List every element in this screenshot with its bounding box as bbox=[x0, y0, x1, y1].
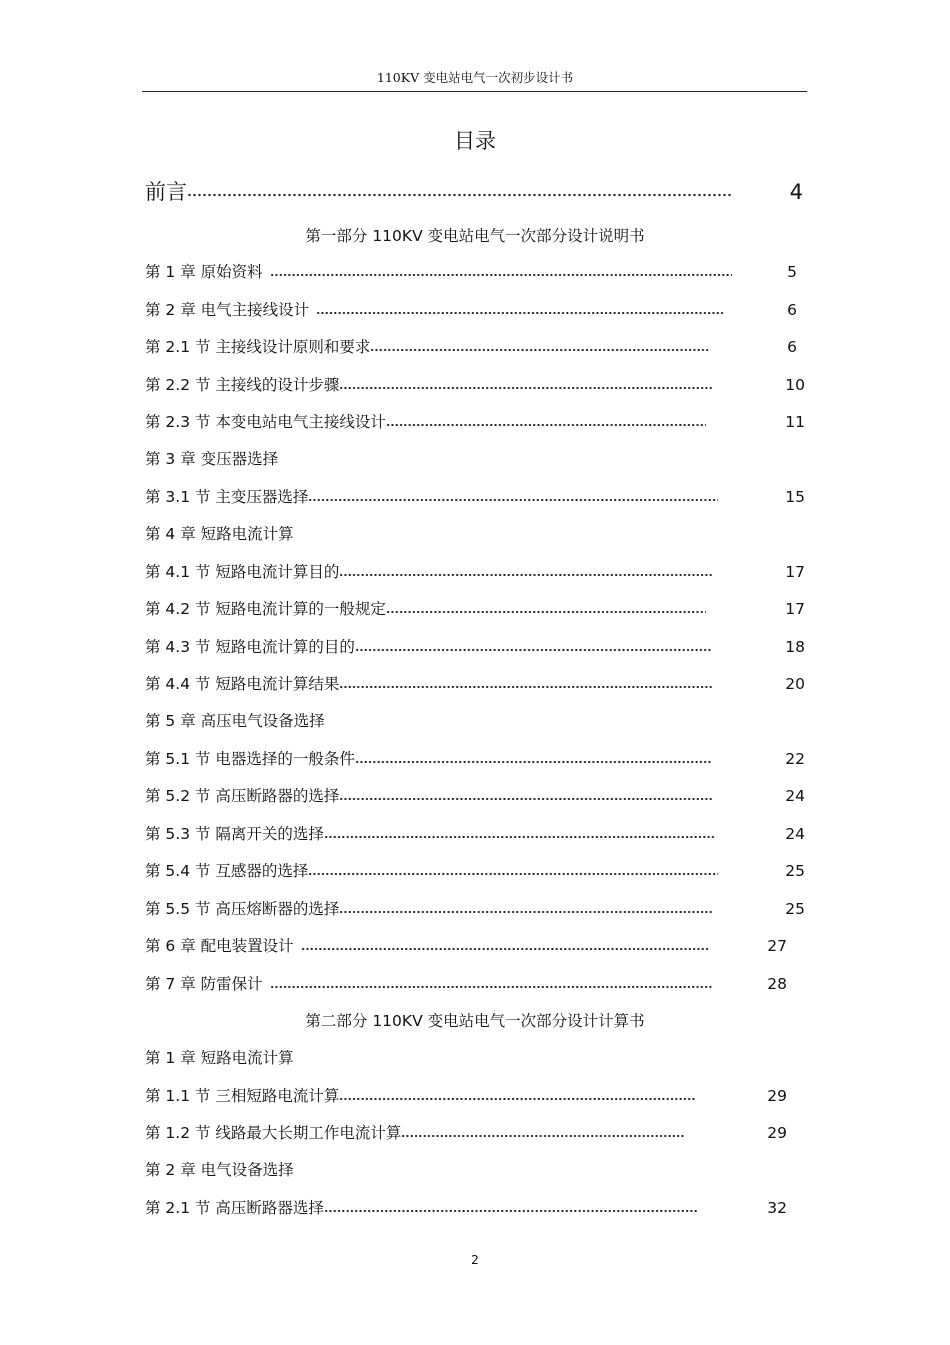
dot-leader bbox=[339, 896, 713, 922]
toc-entry-page: 25 bbox=[785, 900, 805, 918]
dot-leader bbox=[355, 634, 711, 660]
toc-entry-page: 17 bbox=[785, 563, 805, 581]
toc-entry-page: 28 bbox=[767, 975, 787, 993]
toc-entry-title: 第 2.2 节 主接线的设计步骤 bbox=[145, 376, 340, 394]
dot-leader bbox=[324, 1195, 698, 1221]
toc-entry-page: 6 bbox=[787, 338, 797, 356]
toc-entry-page: 24 bbox=[785, 787, 805, 805]
toc-entry-page: 24 bbox=[785, 825, 805, 843]
header-rule bbox=[142, 91, 807, 92]
toc-entry bbox=[0, 1120, 950, 1146]
toc-entry-title: 第 3 章 变压器选择 bbox=[145, 450, 279, 468]
toc-entry bbox=[0, 259, 950, 285]
toc-entry-title: 第 5 章 高压电气设备选择 bbox=[145, 712, 325, 730]
toc-entry bbox=[0, 1157, 950, 1183]
toc-entry bbox=[0, 596, 950, 622]
toc-entry-title: 第 3.1 节 主变压器选择 bbox=[145, 488, 309, 506]
dot-leader bbox=[339, 372, 713, 398]
dot-leader bbox=[339, 1083, 695, 1109]
toc-entry-page: 25 bbox=[785, 862, 805, 880]
running-header: 110KV 变电站电气一次初步设计书 bbox=[376, 70, 574, 85]
dot-leader bbox=[355, 746, 711, 772]
toc-entry-page: 10 bbox=[785, 376, 805, 394]
toc-entry bbox=[0, 1083, 950, 1109]
toc-entry-title: 第 1.1 节 三相短路电流计算 bbox=[145, 1087, 340, 1105]
toc-entry bbox=[0, 708, 950, 734]
toc-entry-title: 第 7 章 防雷保计 bbox=[145, 975, 263, 993]
toc-entry bbox=[0, 783, 950, 809]
toc-entry bbox=[0, 372, 950, 398]
toc-entry-title: 第 1 章 短路电流计算 bbox=[145, 1049, 294, 1067]
dot-leader bbox=[386, 596, 706, 622]
toc-entry-title: 第 5.5 节 高压熔断器的选择 bbox=[145, 900, 340, 918]
toc-entry bbox=[0, 971, 950, 997]
toc-entry-page: 15 bbox=[785, 488, 805, 506]
toc-entry-title: 前言 bbox=[145, 180, 187, 204]
dot-leader bbox=[339, 783, 713, 809]
part-heading: 第一部分 110KV 变电站电气一次部分设计说明书 bbox=[305, 227, 645, 245]
toc-entry bbox=[0, 446, 950, 472]
toc-entry-title: 第 2 章 电气主接线设计 bbox=[145, 301, 310, 319]
toc-entry-page: 27 bbox=[767, 937, 787, 955]
dot-leader bbox=[339, 559, 713, 585]
toc-entry bbox=[0, 1045, 950, 1071]
dot-leader bbox=[386, 409, 706, 435]
toc-entry bbox=[0, 858, 950, 884]
toc-entry bbox=[0, 746, 950, 772]
toc-entry-title: 第 1 章 原始资料 bbox=[145, 263, 263, 281]
dot-leader bbox=[308, 484, 718, 510]
dot-leader bbox=[401, 1120, 685, 1146]
dot-leader bbox=[187, 176, 733, 208]
toc-entry-page: 22 bbox=[785, 750, 805, 768]
toc-entry-title: 第 1.2 节 线路最大长期工作电流计算 bbox=[145, 1124, 402, 1142]
toc-entry bbox=[0, 297, 950, 323]
toc-entry-title: 第 5.2 节 高压断路器的选择 bbox=[145, 787, 340, 805]
toc-entry-title: 第 5.3 节 隔离开关的选择 bbox=[145, 825, 324, 843]
toc-entry-page: 29 bbox=[767, 1087, 787, 1105]
toc-entry-page: 11 bbox=[785, 413, 805, 431]
toc-entry-page: 32 bbox=[767, 1199, 787, 1217]
toc-entry-title: 第 5.4 节 互感器的选择 bbox=[145, 862, 309, 880]
toc-entry bbox=[0, 933, 950, 959]
toc-entry-page: 20 bbox=[785, 675, 805, 693]
toc-entry bbox=[0, 821, 950, 847]
toc-entry bbox=[0, 484, 950, 510]
toc-entry-page: 18 bbox=[785, 638, 805, 656]
dot-leader bbox=[301, 933, 709, 959]
toc-entry-title: 第 2.1 节 主接线设计原则和要求 bbox=[145, 338, 371, 356]
dot-leader bbox=[308, 858, 718, 884]
toc-title: 目录 bbox=[454, 129, 496, 153]
dot-leader bbox=[270, 971, 712, 997]
toc-entry-title: 第 2.3 节 本变电站电气主接线设计 bbox=[145, 413, 386, 431]
toc-entry-title: 第 5.1 节 电器选择的一般条件 bbox=[145, 750, 355, 768]
part-heading: 第二部分 110KV 变电站电气一次部分设计计算书 bbox=[305, 1012, 645, 1030]
toc-entry bbox=[0, 521, 950, 547]
toc-entry bbox=[0, 559, 950, 585]
dot-leader bbox=[270, 259, 732, 285]
toc-entry-title: 第 4.2 节 短路电流计算的一般规定 bbox=[145, 600, 386, 618]
toc-entry bbox=[0, 334, 950, 360]
toc-entry-page: 5 bbox=[787, 263, 797, 281]
toc-entry-page: 29 bbox=[767, 1124, 787, 1142]
toc-entry-page: 4 bbox=[789, 180, 803, 204]
toc-entry-title: 第 2.1 节 高压断路器选择 bbox=[145, 1199, 324, 1217]
toc-entry-preface bbox=[0, 176, 950, 208]
dot-leader bbox=[316, 297, 724, 323]
toc-entry-title: 第 2 章 电气设备选择 bbox=[145, 1161, 294, 1179]
toc-entry bbox=[0, 1195, 950, 1221]
toc-entry-title: 第 4.3 节 短路电流计算的目的 bbox=[145, 638, 355, 656]
page-number: 2 bbox=[471, 1253, 479, 1267]
toc-entry-page: 6 bbox=[787, 301, 797, 319]
toc-entry bbox=[0, 409, 950, 435]
dot-leader bbox=[324, 821, 716, 847]
toc-entry-title: 第 4 章 短路电流计算 bbox=[145, 525, 294, 543]
toc-entry bbox=[0, 634, 950, 660]
toc-entry-title: 第 4.1 节 短路电流计算目的 bbox=[145, 563, 340, 581]
toc-entry-title: 第 4.4 节 短路电流计算结果 bbox=[145, 675, 340, 693]
toc-entry-title: 第 6 章 配电装置设计 bbox=[145, 937, 294, 955]
toc-entry bbox=[0, 671, 950, 697]
toc-entry bbox=[0, 896, 950, 922]
dot-leader bbox=[339, 671, 713, 697]
dot-leader bbox=[370, 334, 708, 360]
toc-entry-page: 17 bbox=[785, 600, 805, 618]
